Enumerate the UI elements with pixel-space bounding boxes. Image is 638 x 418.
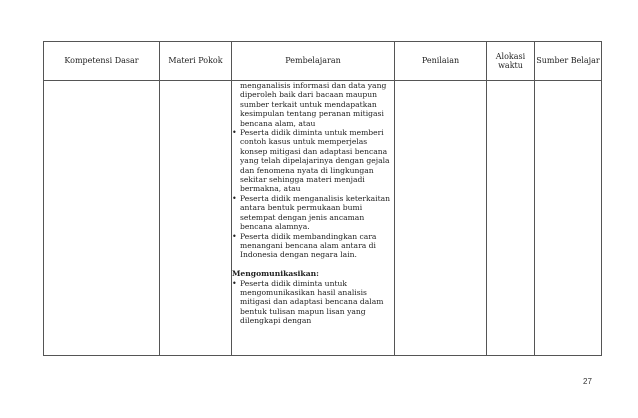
table-row	[44, 81, 602, 356]
header-penilaian: Penilaian	[395, 42, 487, 81]
communicate-heading: Mengomunikasikan:	[232, 269, 319, 279]
cell-sumber-belajar	[535, 81, 602, 356]
header-materi-pokok: Materi Pokok	[160, 42, 232, 81]
communicate-bullet-list	[232, 279, 394, 326]
learning-intro-text: menganalisis informasi dan data yang diperoleh baik dari bacaan maupun sumber terkait untuk mendapatkan kesimpulan tentang peranan mitigasi bencana alam, atau	[240, 81, 387, 128]
list-item: • Peserta didik membandingkan cara menangani bencana alam antara di Indonesia dengan negara lain.	[232, 232, 394, 260]
header-sumber-belajar: Sumber Belajar	[535, 42, 602, 81]
cell-alokasi-waktu	[487, 81, 535, 356]
syllabus-table	[43, 41, 602, 356]
header-alokasi-waktu: Alokasi waktu	[487, 42, 535, 81]
learning-bullet-list	[232, 128, 394, 260]
page-number: 27	[583, 377, 592, 386]
list-item: • Peserta didik menganalisis keterkaitan antara bentuk permukaan bumi setempat dengan jenis ancaman bencana alamnya.	[232, 194, 394, 232]
list-item: • Peserta didik diminta untuk memberi contoh kasus untuk memperjelas konsep mitigasi dan adaptasi bencana yang telah dipelajarinya dengan gejala dan fenomena nyata di lingkungan sekitar sehingga materi menjadi bermakna, atau	[232, 128, 394, 194]
header-kompetensi-dasar: Kompetensi Dasar	[44, 42, 160, 81]
cell-kompetensi-dasar	[44, 81, 160, 356]
cell-pembelajaran	[232, 81, 395, 356]
header-row	[44, 42, 602, 81]
list-item: • Peserta didik diminta untuk mengomunikasikan hasil analisis mitigasi dan adaptasi bencana dalam bentuk tulisan mapun lisan yang dilengkapi dengan	[232, 279, 394, 326]
cell-penilaian	[395, 81, 487, 356]
spacer	[232, 260, 394, 269]
cell-materi-pokok	[160, 81, 232, 356]
header-pembelajaran: Pembelajaran	[232, 42, 395, 81]
